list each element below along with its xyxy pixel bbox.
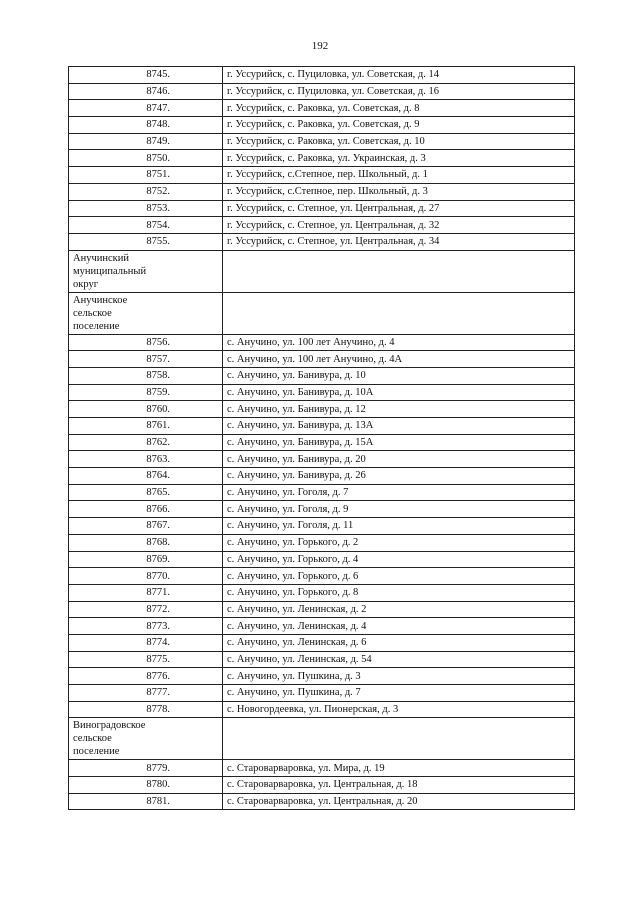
row-number: 8774.	[69, 634, 223, 651]
table-row	[69, 634, 575, 651]
table-row	[69, 384, 575, 401]
address-table	[68, 66, 575, 810]
row-number: 8764.	[69, 468, 223, 485]
row-number: 8750.	[69, 150, 223, 167]
table-row	[69, 601, 575, 618]
row-address: с. Новогордеевка, ул. Пионерская, д. 3	[223, 701, 575, 718]
table-row	[69, 668, 575, 685]
row-number: 8753.	[69, 200, 223, 217]
table-row	[69, 468, 575, 485]
table-row	[69, 518, 575, 535]
table-row	[69, 418, 575, 435]
table-row	[69, 618, 575, 635]
row-address: с. Анучино, ул. Горького, д. 8	[223, 584, 575, 601]
table-row	[69, 551, 575, 568]
row-address: с. Староварваровка, ул. Мира, д. 19	[223, 760, 575, 777]
section-empty-cell	[223, 250, 575, 292]
table-row	[69, 777, 575, 794]
row-address: с. Анучино, ул. Банивура, д. 20	[223, 451, 575, 468]
row-address: г. Уссурийск, с. Пуциловка, ул. Советская, д. 14	[223, 67, 575, 84]
row-address: с. Анучино, ул. Пушкина, д. 7	[223, 685, 575, 702]
row-address: г. Уссурийск, с.Степное, пер. Школьный, д. 3	[223, 183, 575, 200]
row-number: 8778.	[69, 701, 223, 718]
row-address: с. Анучино, ул. Пушкина, д. 3	[223, 668, 575, 685]
table-row	[69, 351, 575, 368]
row-address: с. Анучино, ул. 100 лет Анучино, д. 4	[223, 334, 575, 351]
row-number: 8752.	[69, 183, 223, 200]
table-row	[69, 100, 575, 117]
row-number: 8759.	[69, 384, 223, 401]
row-address: с. Анучино, ул. Банивура, д. 10А	[223, 384, 575, 401]
row-number: 8749.	[69, 133, 223, 150]
table-row	[69, 183, 575, 200]
row-number: 8775.	[69, 651, 223, 668]
row-address: с. Анучино, ул. Банивура, д. 26	[223, 468, 575, 485]
table-row	[69, 701, 575, 718]
table-row	[69, 568, 575, 585]
row-address: с. Анучино, ул. Банивура, д. 12	[223, 401, 575, 418]
table-row	[69, 150, 575, 167]
row-address: с. Староварваровка, ул. Центральная, д. 20	[223, 793, 575, 810]
section-title: Анучинское сельское поселение	[69, 292, 223, 334]
row-number: 8769.	[69, 551, 223, 568]
section-empty-cell	[223, 292, 575, 334]
row-address: с. Анучино, ул. Ленинская, д. 54	[223, 651, 575, 668]
row-address: г. Уссурийск, с. Степное, ул. Центральная, д. 27	[223, 200, 575, 217]
table-row	[69, 200, 575, 217]
row-number: 8748.	[69, 117, 223, 134]
row-address: г. Уссурийск, с. Степное, ул. Центральная, д. 34	[223, 233, 575, 250]
table-row	[69, 233, 575, 250]
section-empty-cell	[223, 718, 575, 760]
row-number: 8758.	[69, 367, 223, 384]
table-row	[69, 367, 575, 384]
table-row	[69, 217, 575, 234]
row-number: 8772.	[69, 601, 223, 618]
row-number: 8781.	[69, 793, 223, 810]
table-row	[69, 760, 575, 777]
row-number: 8751.	[69, 167, 223, 184]
section-title: Анучинский муниципальный округ	[69, 250, 223, 292]
section-row	[69, 292, 575, 334]
row-number: 8777.	[69, 685, 223, 702]
row-address: с. Анучино, ул. Гоголя, д. 7	[223, 484, 575, 501]
row-address: с. Анучино, ул. Ленинская, д. 6	[223, 634, 575, 651]
row-address: с. Анучино, ул. Банивура, д. 13А	[223, 418, 575, 435]
row-number: 8755.	[69, 233, 223, 250]
section-title: Виноградовское сельское поселение	[69, 718, 223, 760]
row-address: с. Анучино, ул. Ленинская, д. 4	[223, 618, 575, 635]
row-number: 8757.	[69, 351, 223, 368]
table-row	[69, 451, 575, 468]
row-number: 8766.	[69, 501, 223, 518]
row-number: 8779.	[69, 760, 223, 777]
table-row	[69, 67, 575, 84]
table-row	[69, 534, 575, 551]
table-body	[69, 67, 575, 810]
row-address: г. Уссурийск, с.Степное, пер. Школьный, д. 1	[223, 167, 575, 184]
table-row	[69, 484, 575, 501]
row-address: г. Уссурийск, с. Раковка, ул. Советская, д. 8	[223, 100, 575, 117]
table-row	[69, 133, 575, 150]
row-address: г. Уссурийск, с. Степное, ул. Центральная, д. 32	[223, 217, 575, 234]
row-number: 8780.	[69, 777, 223, 794]
row-address: с. Анучино, ул. Гоголя, д. 9	[223, 501, 575, 518]
row-address: г. Уссурийск, с. Раковка, ул. Советская, д. 9	[223, 117, 575, 134]
row-number: 8767.	[69, 518, 223, 535]
table-row	[69, 685, 575, 702]
row-address: с. Анучино, ул. Банивура, д. 15А	[223, 434, 575, 451]
row-address: г. Уссурийск, с. Раковка, ул. Украинская, д. 3	[223, 150, 575, 167]
row-number: 8773.	[69, 618, 223, 635]
row-number: 8762.	[69, 434, 223, 451]
table-row	[69, 83, 575, 100]
row-number: 8768.	[69, 534, 223, 551]
row-number: 8765.	[69, 484, 223, 501]
row-address: с. Староварваровка, ул. Центральная, д. 18	[223, 777, 575, 794]
row-address: с. Анучино, ул. Ленинская, д. 2	[223, 601, 575, 618]
row-address: с. Анучино, ул. Горького, д. 6	[223, 568, 575, 585]
table-row	[69, 584, 575, 601]
row-address: с. Анучино, ул. Гоголя, д. 11	[223, 518, 575, 535]
section-row	[69, 718, 575, 760]
row-number: 8760.	[69, 401, 223, 418]
table-row	[69, 501, 575, 518]
row-address: г. Уссурийск, с. Пуциловка, ул. Советская, д. 16	[223, 83, 575, 100]
row-number: 8747.	[69, 100, 223, 117]
table-row	[69, 651, 575, 668]
row-number: 8761.	[69, 418, 223, 435]
table-row	[69, 117, 575, 134]
row-address: с. Анучино, ул. 100 лет Анучино, д. 4А	[223, 351, 575, 368]
table-row	[69, 434, 575, 451]
row-number: 8745.	[69, 67, 223, 84]
page-number: 192	[311, 40, 329, 52]
row-number: 8756.	[69, 334, 223, 351]
row-number: 8776.	[69, 668, 223, 685]
row-number: 8771.	[69, 584, 223, 601]
row-number: 8770.	[69, 568, 223, 585]
row-number: 8763.	[69, 451, 223, 468]
table-row	[69, 334, 575, 351]
section-row	[69, 250, 575, 292]
row-number: 8754.	[69, 217, 223, 234]
table-row	[69, 793, 575, 810]
row-address: с. Анучино, ул. Горького, д. 2	[223, 534, 575, 551]
row-address: с. Анучино, ул. Банивура, д. 10	[223, 367, 575, 384]
table-row	[69, 167, 575, 184]
row-number: 8746.	[69, 83, 223, 100]
row-address: с. Анучино, ул. Горького, д. 4	[223, 551, 575, 568]
table-row	[69, 401, 575, 418]
row-address: г. Уссурийск, с. Раковка, ул. Советская, д. 10	[223, 133, 575, 150]
